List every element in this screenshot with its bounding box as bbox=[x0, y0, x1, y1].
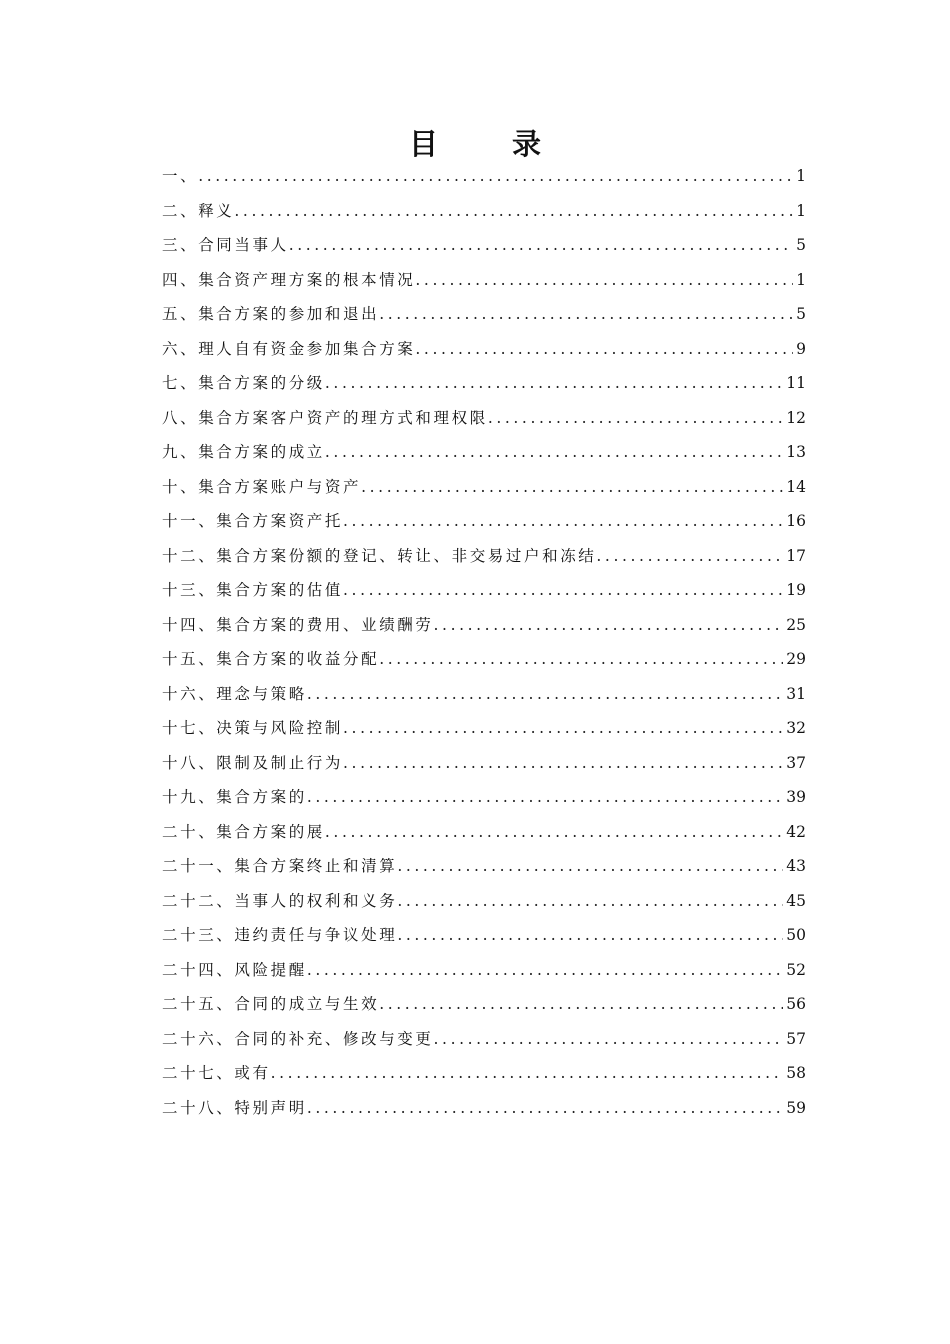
toc-entry-label: 十八、限制及制止行为 bbox=[162, 753, 344, 772]
toc-dot-leader bbox=[307, 780, 783, 815]
toc-entry-label: 七、集合方案的分级 bbox=[162, 374, 325, 392]
toc-entry-page-number: 5 bbox=[796, 236, 806, 254]
toc-entry-page-number: 5 bbox=[796, 305, 806, 323]
toc-dot-leader bbox=[361, 470, 783, 505]
toc-entry[interactable] bbox=[162, 573, 806, 608]
toc-entry-label: 一、 bbox=[162, 167, 199, 185]
toc-dot-leader bbox=[343, 504, 783, 539]
toc-entry-label: 四、集合资产理方案的根本情况 bbox=[162, 270, 416, 289]
toc-entry-page-number: 1 bbox=[796, 201, 806, 220]
toc-entry[interactable] bbox=[162, 159, 806, 194]
toc-entry[interactable] bbox=[162, 918, 806, 953]
toc-dot-leader bbox=[415, 332, 793, 367]
toc-entry-label: 十九、集合方案的 bbox=[162, 788, 307, 806]
toc-dot-leader bbox=[307, 677, 783, 712]
toc-entry-label: 十六、理念与策略 bbox=[162, 684, 307, 703]
toc-dot-leader bbox=[234, 194, 793, 229]
toc-entry-label: 二十二、当事人的权利和义务 bbox=[162, 891, 398, 910]
toc-dot-leader bbox=[379, 987, 783, 1022]
toc-entry-label: 十三、集合方案的估值 bbox=[162, 581, 344, 599]
toc-entry-label: 十一、集合方案资产托 bbox=[162, 512, 344, 530]
toc-entry-label: 二十、集合方案的展 bbox=[162, 822, 325, 841]
toc-entry-page-number: 9 bbox=[796, 339, 806, 358]
toc-entry-page-number: 29 bbox=[786, 650, 806, 668]
toc-dot-leader bbox=[397, 849, 783, 884]
toc-dot-leader bbox=[415, 263, 793, 298]
toc-entry[interactable] bbox=[162, 1091, 806, 1126]
toc-entry[interactable] bbox=[162, 297, 806, 332]
toc-dot-leader bbox=[343, 746, 783, 781]
toc-entry-page-number: 14 bbox=[786, 477, 806, 496]
toc-dot-leader bbox=[434, 1022, 784, 1057]
toc-entry-label: 二十五、合同的成立与生效 bbox=[162, 995, 380, 1013]
toc-dot-leader bbox=[343, 711, 783, 746]
toc-entry-label: 十四、集合方案的费用、业绩酬劳 bbox=[162, 615, 434, 634]
toc-entry[interactable] bbox=[162, 711, 806, 746]
toc-entry-page-number: 32 bbox=[786, 719, 806, 737]
toc-title: 目 录 bbox=[408, 127, 574, 161]
toc-entry[interactable] bbox=[162, 435, 806, 470]
toc-entry-page-number: 1 bbox=[796, 167, 806, 185]
toc-dot-leader bbox=[289, 228, 793, 263]
toc-entry-label: 五、集合方案的参加和退出 bbox=[162, 305, 380, 323]
toc-entry[interactable] bbox=[162, 470, 806, 505]
toc-entry-label: 三、合同当事人 bbox=[162, 236, 289, 254]
toc-list bbox=[162, 159, 806, 1125]
toc-entry[interactable] bbox=[162, 642, 806, 677]
toc-dot-leader bbox=[325, 815, 783, 850]
toc-dot-leader bbox=[271, 1056, 784, 1091]
toc-dot-leader bbox=[307, 1091, 783, 1126]
toc-dot-leader bbox=[596, 539, 783, 574]
toc-entry[interactable] bbox=[162, 401, 806, 436]
toc-dot-leader bbox=[343, 573, 783, 608]
toc-entry[interactable] bbox=[162, 366, 806, 401]
toc-entry[interactable] bbox=[162, 677, 806, 712]
toc-dot-leader bbox=[379, 297, 793, 332]
toc-entry-page-number: 12 bbox=[786, 408, 806, 427]
toc-entry-label: 二十四、风险提醒 bbox=[162, 960, 307, 979]
toc-entry-label: 二、释义 bbox=[162, 201, 235, 220]
toc-entry-page-number: 42 bbox=[786, 822, 806, 841]
toc-entry-label: 二十七、或有 bbox=[162, 1064, 271, 1082]
toc-entry-label: 十七、决策与风险控制 bbox=[162, 719, 344, 737]
toc-entry[interactable] bbox=[162, 228, 806, 263]
toc-entry-page-number: 56 bbox=[786, 995, 806, 1013]
toc-dot-leader bbox=[488, 401, 783, 436]
toc-entry-page-number: 17 bbox=[786, 546, 806, 565]
toc-dot-leader bbox=[325, 435, 783, 470]
toc-dot-leader bbox=[198, 159, 793, 194]
toc-dot-leader bbox=[397, 884, 783, 919]
toc-entry[interactable] bbox=[162, 780, 806, 815]
toc-entry-label: 十、集合方案账户与资产 bbox=[162, 477, 362, 496]
toc-entry-label: 八、集合方案客户资产的理方式和理权限 bbox=[162, 408, 488, 427]
toc-entry-label: 十五、集合方案的收益分配 bbox=[162, 650, 380, 668]
toc-entry-page-number: 19 bbox=[786, 581, 806, 599]
toc-entry[interactable] bbox=[162, 263, 806, 298]
toc-entry[interactable] bbox=[162, 849, 806, 884]
toc-entry[interactable] bbox=[162, 746, 806, 781]
toc-dot-leader bbox=[397, 918, 783, 953]
toc-entry-page-number: 11 bbox=[786, 374, 806, 392]
toc-entry[interactable] bbox=[162, 815, 806, 850]
toc-entry-page-number: 45 bbox=[786, 891, 806, 910]
toc-entry-page-number: 43 bbox=[786, 857, 806, 875]
toc-dot-leader bbox=[307, 953, 783, 988]
toc-entry[interactable] bbox=[162, 987, 806, 1022]
toc-entry-label: 二十一、集合方案终止和清算 bbox=[162, 857, 398, 875]
toc-entry[interactable] bbox=[162, 194, 806, 229]
toc-entry-page-number: 39 bbox=[786, 788, 806, 806]
toc-entry[interactable] bbox=[162, 608, 806, 643]
toc-entry-page-number: 50 bbox=[786, 926, 806, 944]
toc-entry-label: 九、集合方案的成立 bbox=[162, 443, 325, 461]
toc-entry[interactable] bbox=[162, 1056, 806, 1091]
toc-entry-page-number: 52 bbox=[786, 960, 806, 979]
toc-entry-page-number: 59 bbox=[786, 1098, 806, 1117]
toc-entry-label: 二十八、特别声明 bbox=[162, 1098, 307, 1117]
toc-dot-leader bbox=[379, 642, 783, 677]
toc-dot-leader bbox=[325, 366, 783, 401]
toc-entry[interactable] bbox=[162, 539, 806, 574]
toc-entry-page-number: 57 bbox=[786, 1029, 806, 1048]
toc-entry[interactable] bbox=[162, 953, 806, 988]
toc-entry-label: 二十六、合同的补充、修改与变更 bbox=[162, 1029, 434, 1048]
toc-entry[interactable] bbox=[162, 504, 806, 539]
toc-entry[interactable] bbox=[162, 332, 806, 367]
toc-entry-page-number: 25 bbox=[786, 615, 806, 634]
toc-entry-label: 六、理人自有资金参加集合方案 bbox=[162, 339, 416, 358]
toc-entry-page-number: 13 bbox=[786, 443, 806, 461]
toc-entry-page-number: 58 bbox=[786, 1064, 806, 1082]
toc-entry[interactable] bbox=[162, 884, 806, 919]
toc-entry-page-number: 37 bbox=[786, 753, 806, 772]
toc-entry[interactable] bbox=[162, 1022, 806, 1057]
toc-entry-page-number: 1 bbox=[796, 270, 806, 289]
toc-entry-page-number: 16 bbox=[786, 512, 806, 530]
toc-dot-leader bbox=[434, 608, 784, 643]
toc-entry-page-number: 31 bbox=[786, 684, 806, 703]
toc-entry-label: 十二、集合方案份额的登记、转让、非交易过户和冻结 bbox=[162, 546, 597, 565]
toc-entry-label: 二十三、违约责任与争议处理 bbox=[162, 926, 398, 944]
